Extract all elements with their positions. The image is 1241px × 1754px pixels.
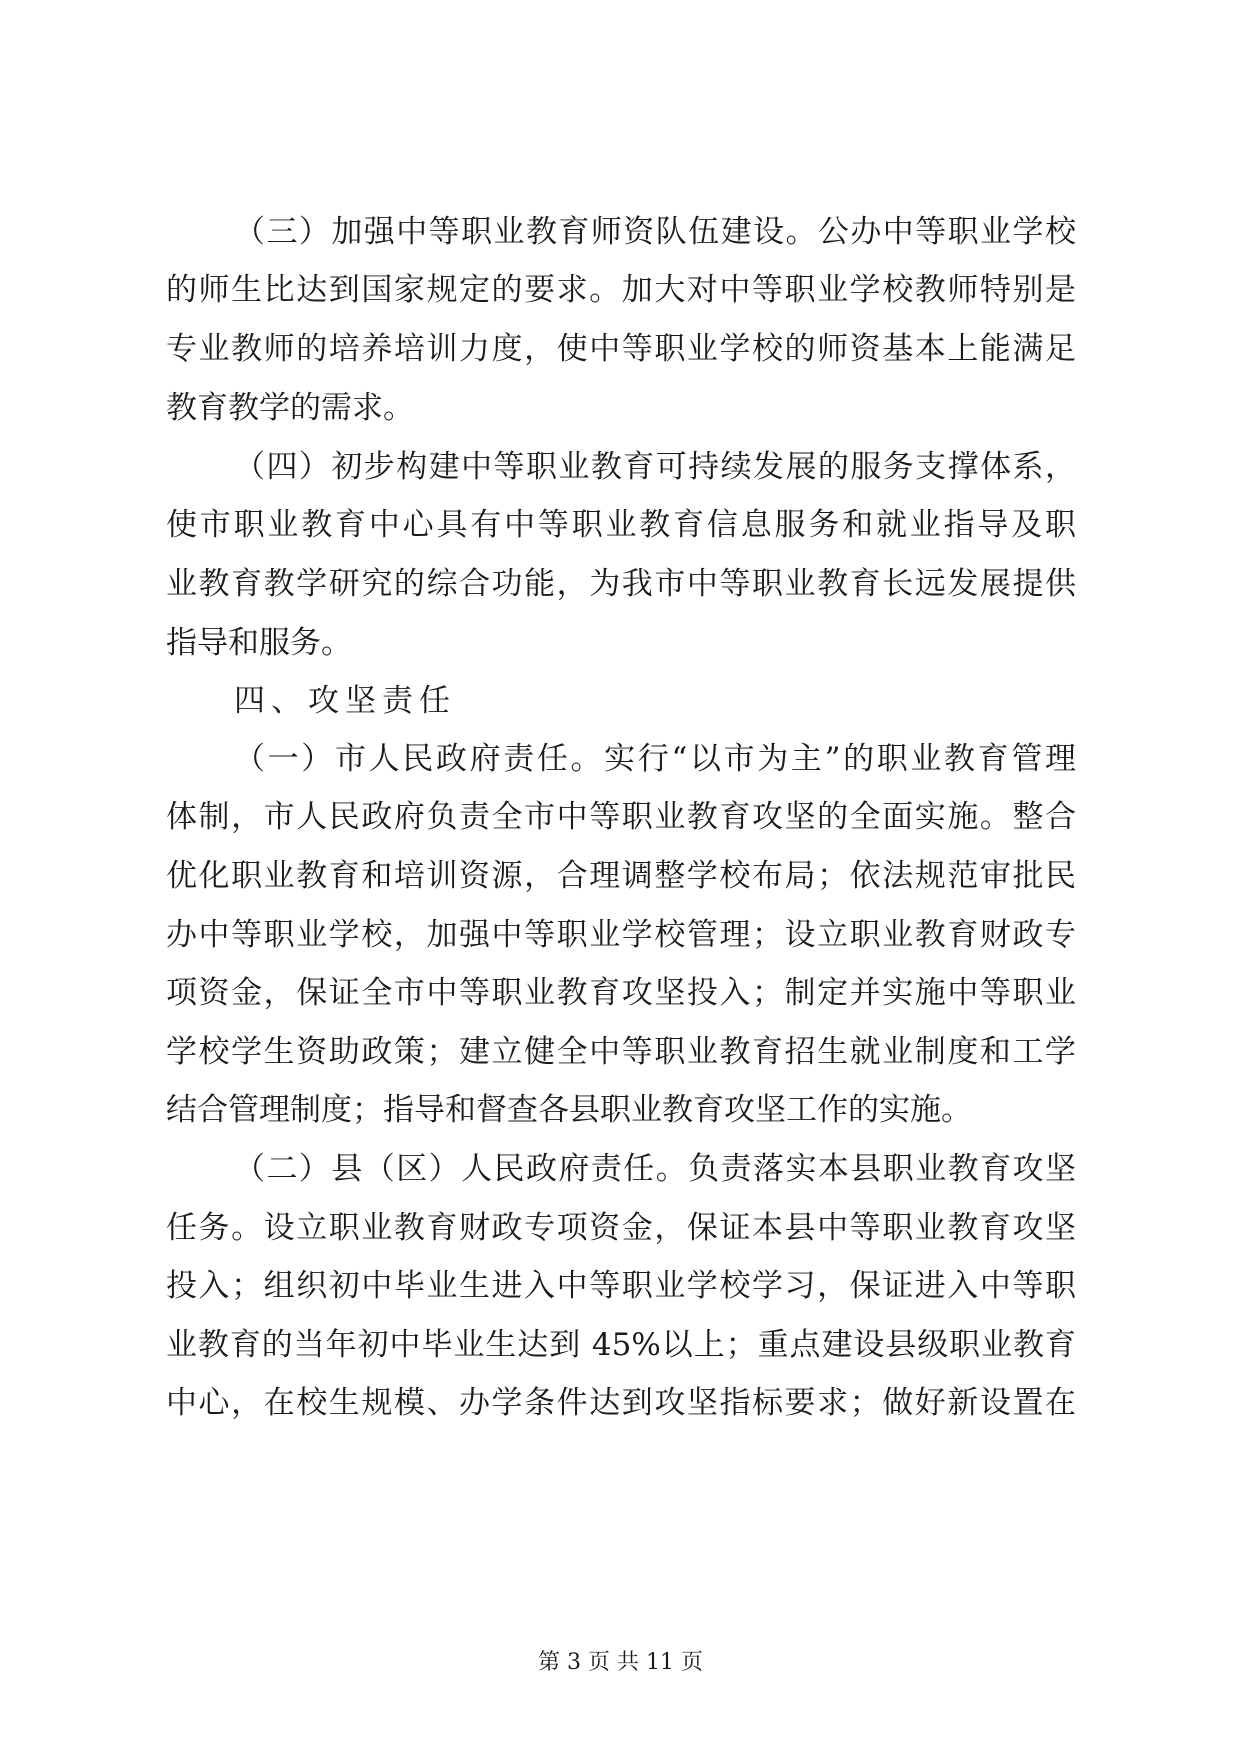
paragraph-line: 优化职业教育和培训资源，合理调整学校布局；依法规范审批民	[166, 858, 1076, 894]
paragraph-line: 学校学生资助政策；建立健全中等职业教育招生就业制度和工学	[166, 1034, 1076, 1070]
paragraph-line: 投入；组织初中毕业生进入中等职业学校学习，保证进入中等职	[166, 1268, 1076, 1304]
paragraph-line: 使市职业教育中心具有中等职业教育信息服务和就业指导及职	[166, 507, 1076, 543]
paragraph-line: 任务。设立职业教育财政专项资金，保证本县中等职业教育攻坚	[166, 1210, 1076, 1246]
paragraph-line: 的师生比达到国家规定的要求。加大对中等职业学校教师特别是	[166, 272, 1076, 308]
paragraph-line: 办中等职业学校，加强中等职业学校管理；设立职业教育财政专	[166, 917, 1076, 953]
paragraph-line: （一）市人民政府责任。实行“以市为主”的职业教育管理	[234, 741, 1076, 777]
paragraph-line: 体制，市人民政府负责全市中等职业教育攻坚的全面实施。整合	[166, 799, 1076, 835]
paragraph-line: 项资金，保证全市中等职业教育攻坚投入；制定并实施中等职业	[166, 975, 1076, 1011]
paragraph-line: 教育教学的需求。	[166, 390, 414, 426]
paragraph-line: 中心，在校生规模、办学条件达到攻坚指标要求；做好新设置在	[166, 1385, 1076, 1421]
paragraph-line: 业教育的当年初中毕业生达到 45%以上；重点建设县级职业教育	[166, 1327, 1076, 1363]
paragraph-line: （四）初步构建中等职业教育可持续发展的服务支撑体系，	[234, 449, 1076, 485]
section-heading: 四、攻坚责任	[234, 683, 456, 719]
paragraph-line: 专业教师的培养培训力度，使中等职业学校的师资基本上能满足	[166, 331, 1076, 367]
paragraph-line: （三）加强中等职业教育师资队伍建设。公办中等职业学校	[234, 214, 1076, 250]
paragraph-line: 指导和服务。	[166, 625, 352, 661]
paragraph-line: 结合管理制度；指导和督查各县职业教育攻坚工作的实施。	[166, 1092, 972, 1128]
paragraph-line: 业教育教学研究的综合功能，为我市中等职业教育长远发展提供	[166, 566, 1076, 602]
paragraph-line: （二）县（区）人民政府责任。负责落实本县职业教育攻坚	[234, 1151, 1076, 1187]
page-number-footer: 第 3 页 共 11 页	[538, 1650, 703, 1675]
